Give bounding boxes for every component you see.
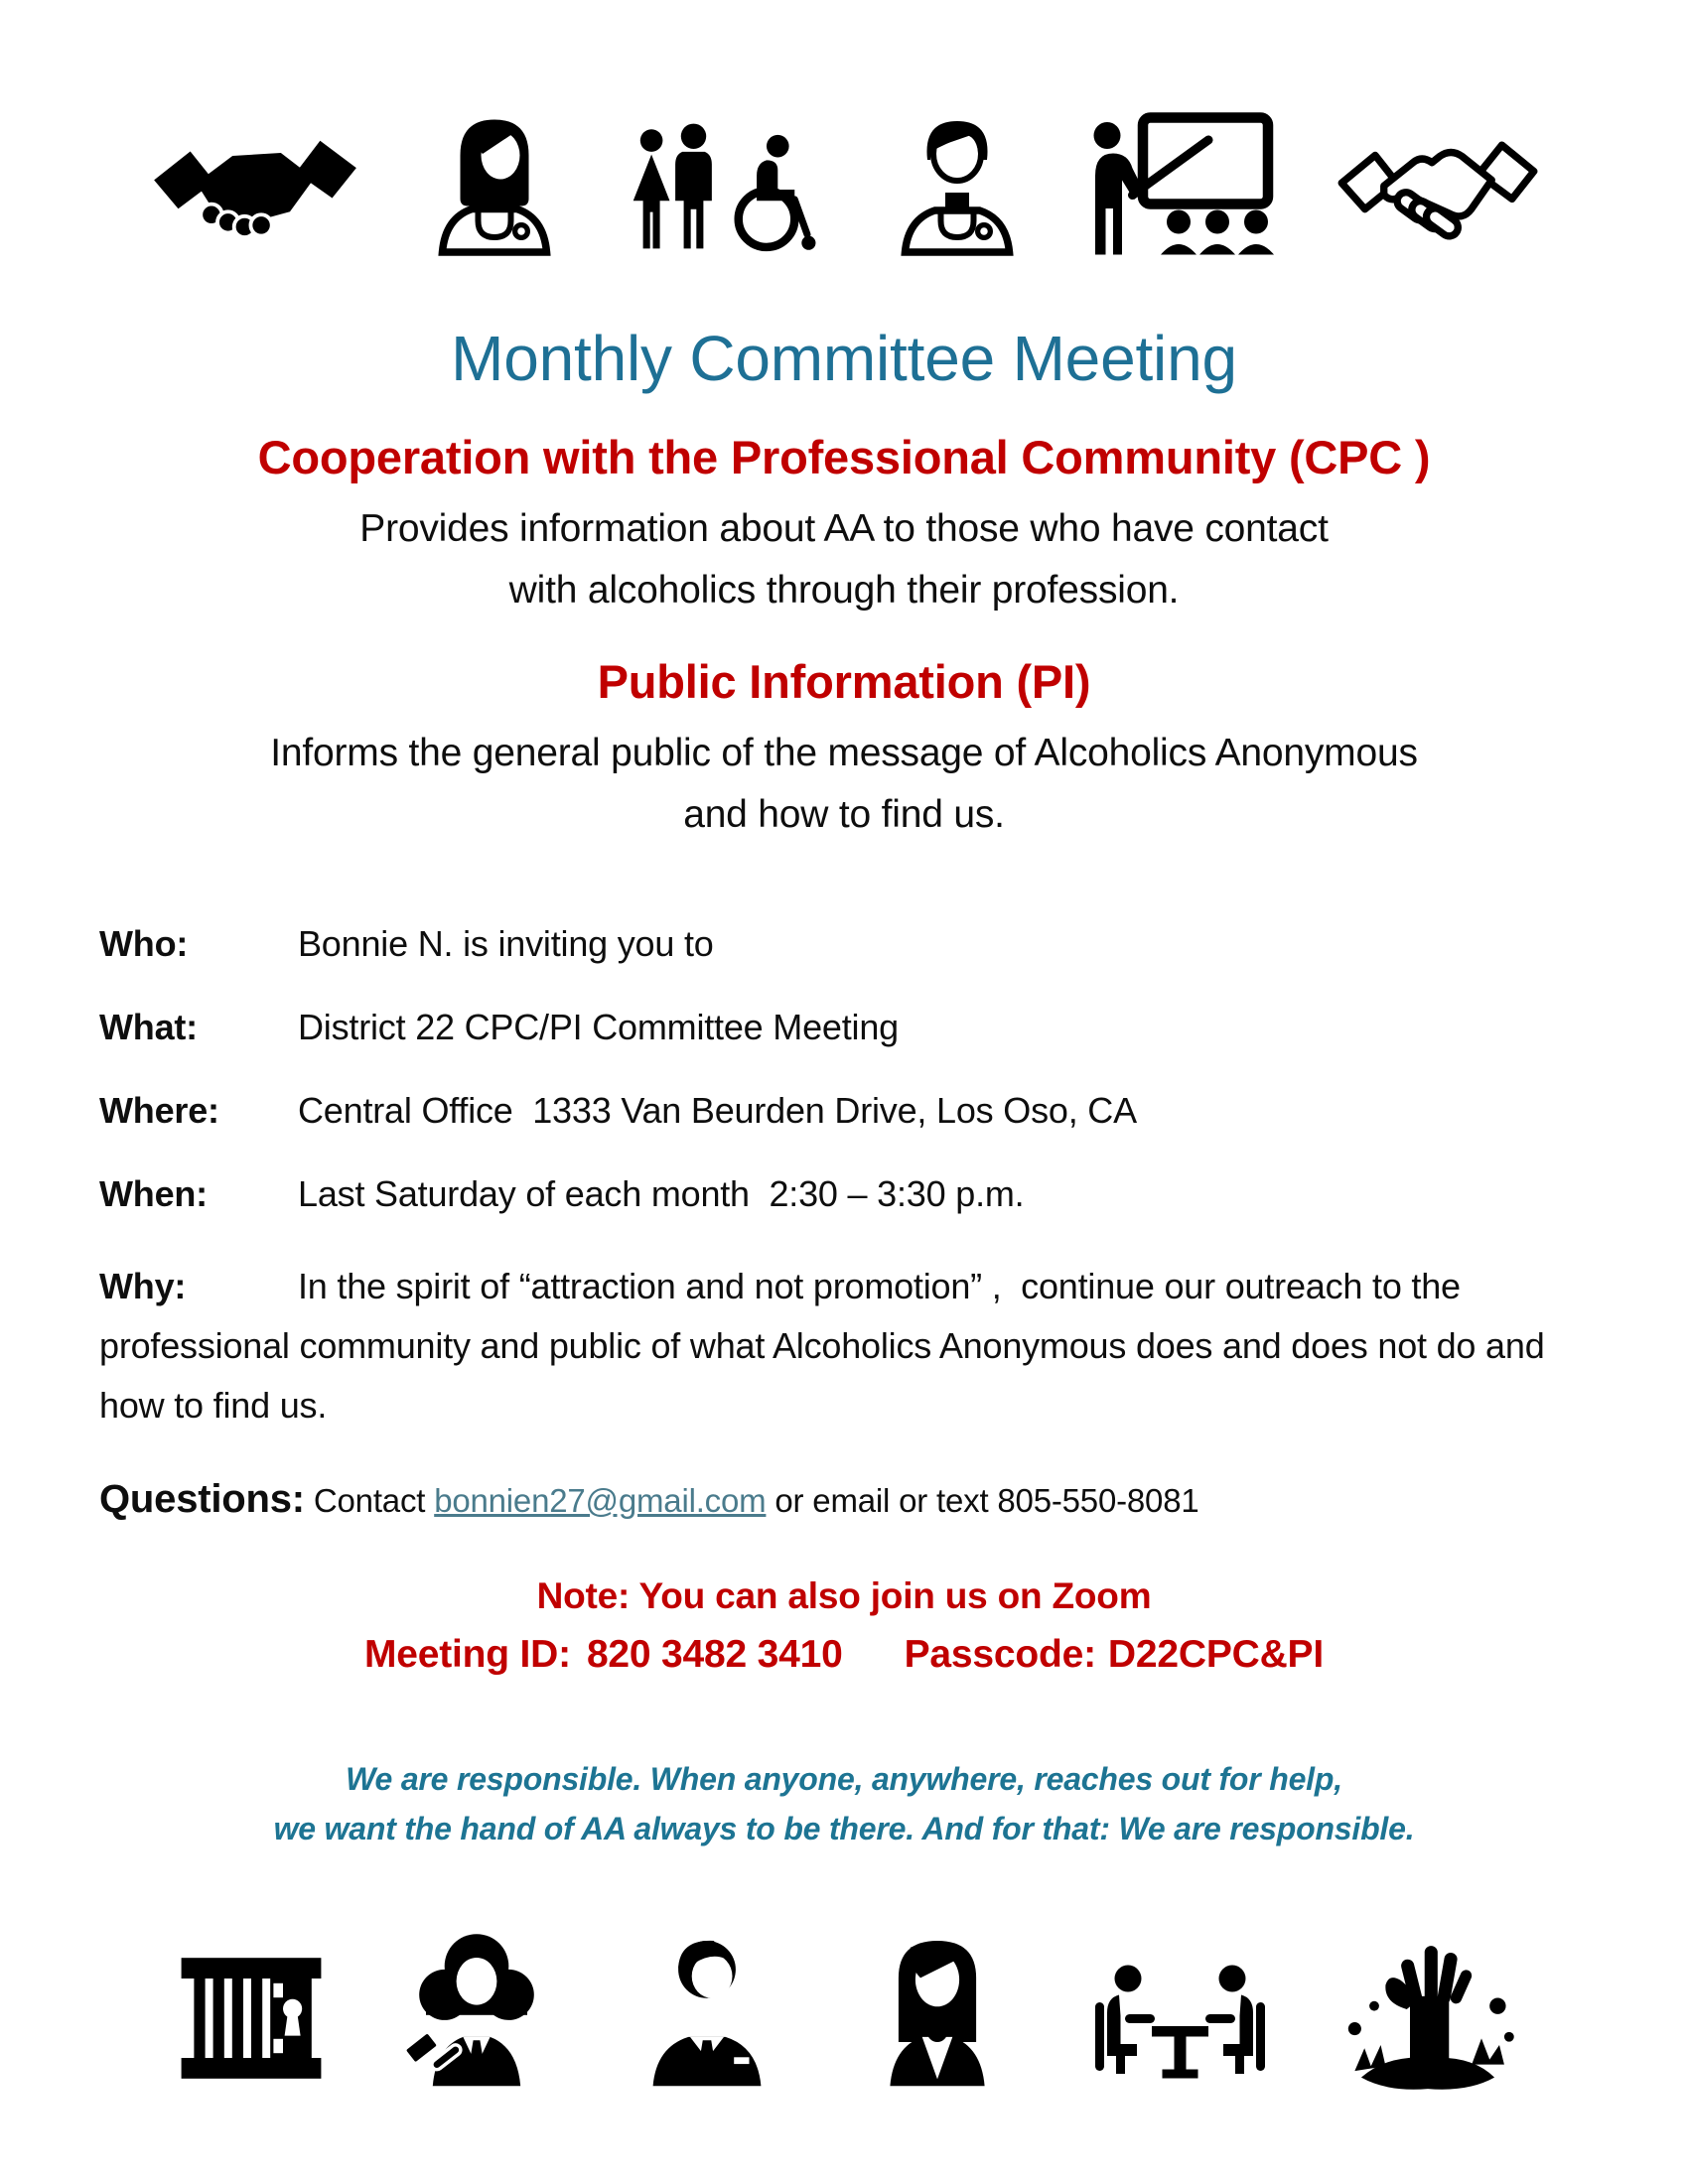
where-label: Where: — [99, 1090, 219, 1131]
when-label: When: — [99, 1173, 208, 1214]
bottom-icon-row — [99, 1887, 1589, 2098]
where-value: Central Office 1333 Van Beurden Drive, Los Oso, CA — [298, 1090, 1137, 1131]
meeting-table-icon — [1083, 1949, 1277, 2098]
responsibility-statement — [99, 1754, 1589, 1853]
meeting-id-label: Meeting ID: — [363, 1633, 571, 1676]
questions-line — [99, 1477, 1589, 1522]
businesswoman-icon — [853, 1919, 1022, 2098]
pi-heading: Public Information (PI) — [597, 655, 1091, 708]
presenter-whiteboard-icon — [1083, 105, 1277, 264]
detail-row-where — [99, 1090, 1589, 1132]
hand-reaching-from-ground-icon — [1338, 1934, 1517, 2098]
cpc-description — [99, 498, 1589, 621]
detail-row-who — [99, 923, 1589, 965]
when-value: Last Saturday of each month 2:30 – 3:30 p.m. — [298, 1173, 1025, 1214]
female-doctor-icon — [420, 97, 569, 264]
meeting-details — [99, 923, 1589, 1435]
what-value: District 22 CPC/PI Committee Meeting — [298, 1007, 899, 1047]
cpc-heading: Cooperation with the Professional Community (CPC ) — [257, 431, 1431, 483]
female-lawyer-gavel-icon — [392, 1919, 561, 2098]
detail-row-what — [99, 1007, 1589, 1048]
why-value: In the spirit of “attraction and not promotion” , continue our outreach to the professional community and public of what Alcoholics Anonymous does and does not do and how to find us. — [99, 1266, 1555, 1426]
pi-desc-line1: Informs the general public of the message of Alcoholics Anonymous — [270, 732, 1418, 774]
responsibility-line2: we want the hand of AA always to be there. And for that: We are responsible. — [273, 1811, 1415, 1846]
cpc-desc-line2: with alcoholics through their profession. — [508, 569, 1180, 612]
questions-label: Questions: — [99, 1477, 305, 1521]
passcode-value: D22CPC&PI — [1107, 1633, 1325, 1676]
zoom-meeting-line — [99, 1633, 1589, 1677]
cpc-desc-line1: Provides information about AA to those who have contact — [359, 507, 1329, 550]
handshake-solid-icon — [142, 123, 368, 264]
businessman-icon — [623, 1919, 791, 2098]
pi-description — [99, 723, 1589, 846]
zoom-note: Note: You can also join us on Zoom — [536, 1575, 1152, 1616]
questions-prefix: Contact — [313, 1482, 426, 1519]
questions-suffix: or email or text 805-550-8081 — [774, 1482, 1199, 1519]
top-icon-row — [99, 87, 1589, 264]
male-doctor-icon — [883, 97, 1032, 264]
meeting-id-value: 820 3482 3410 — [586, 1633, 843, 1676]
who-label: Who: — [99, 923, 189, 964]
detail-row-why — [99, 1257, 1589, 1435]
family-wheelchair-icon — [621, 115, 831, 264]
handshake-outline-icon — [1329, 125, 1547, 264]
jail-bars-icon — [172, 1939, 331, 2098]
what-label: What: — [99, 1007, 198, 1047]
who-value: Bonnie N. is inviting you to — [298, 923, 714, 964]
detail-row-when — [99, 1173, 1589, 1215]
page-title: Monthly Committee Meeting — [451, 323, 1237, 394]
email-link[interactable]: bonnien27@gmail.com — [434, 1482, 767, 1519]
passcode-label: Passcode: — [904, 1633, 1096, 1676]
why-label: Why: — [99, 1266, 187, 1306]
responsibility-line1: We are responsible. When anyone, anywhere, reaches out for help, — [346, 1761, 1342, 1797]
pi-desc-line2: and how to find us. — [683, 793, 1005, 836]
